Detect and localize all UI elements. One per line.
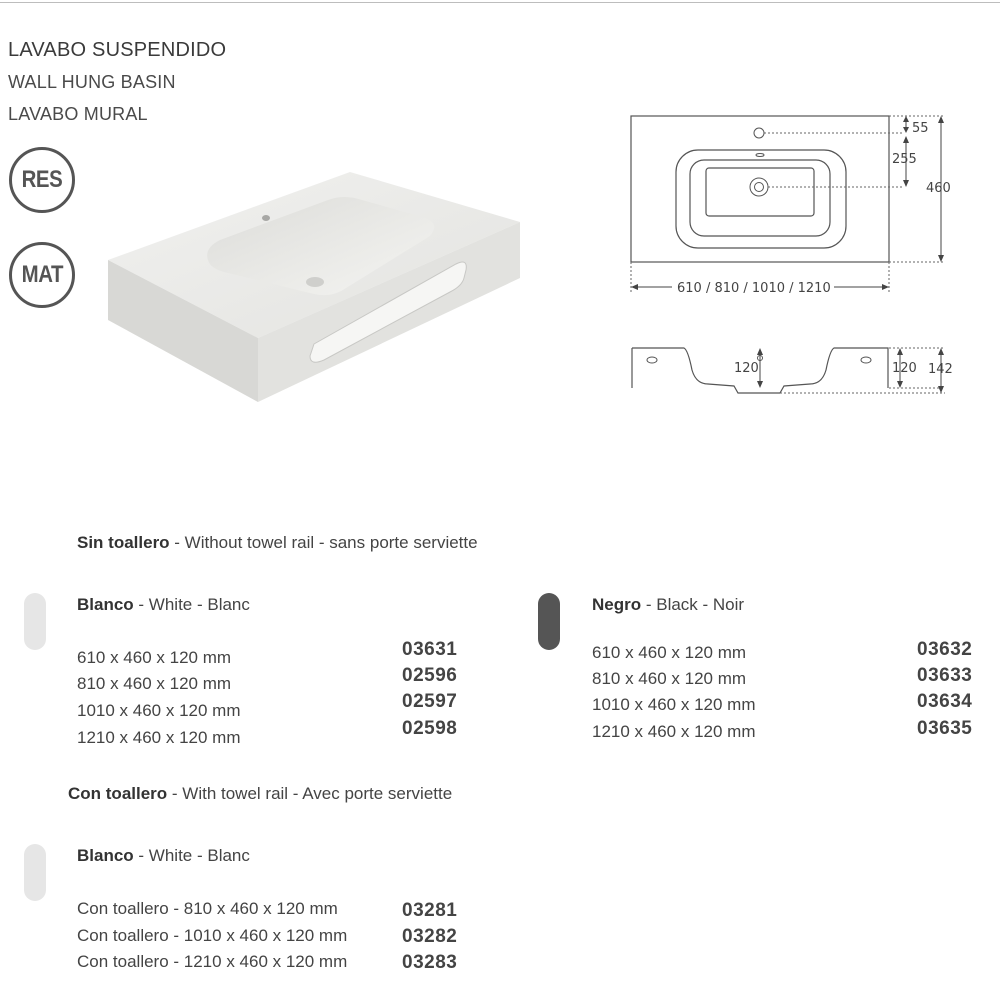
white-size-row: 810 x 460 x 120 mm [77, 674, 232, 693]
without-rail-heading-rest: - Without towel rail - sans porte serviette [169, 533, 478, 552]
dim-55: 55 [912, 121, 929, 136]
plan-bowl-inner [706, 168, 814, 216]
white-size-row: 1010 x 460 x 120 mm [77, 701, 241, 720]
top-rule [0, 2, 1000, 3]
white-product-code: 02598 [402, 718, 458, 739]
rail-product-code: 03282 [402, 926, 458, 947]
dim-460: 460 [926, 181, 951, 196]
tap-hole-plan-icon [754, 128, 764, 138]
plan-bowl-middle [690, 160, 830, 236]
title-block [8, 34, 226, 130]
white-product-code: 02597 [402, 691, 458, 712]
rail-product-code: 03283 [402, 952, 458, 973]
black-product-code: 03635 [917, 718, 973, 739]
technical-drawing [600, 100, 970, 400]
white-label [77, 595, 250, 615]
section-heading-without-rail [77, 533, 478, 553]
tap-hole-icon [262, 215, 270, 221]
white-label-rest: - White - Blanc [133, 595, 250, 614]
black-size-row: 810 x 460 x 120 mm [592, 669, 747, 688]
mat-badge [9, 242, 75, 308]
with-rail-heading-bold: Con toallero [68, 784, 168, 803]
drain-plan-outer-icon [750, 178, 768, 196]
black-label [592, 595, 744, 615]
rail-product-code: 03281 [402, 900, 458, 921]
black-label-bold: Negro [592, 595, 642, 614]
section-hole-left-icon [647, 357, 657, 363]
basin-illustration [100, 160, 520, 410]
title-french: LAVABO MURAL [8, 104, 148, 124]
white-label-bold: Blanco [77, 595, 134, 614]
black-label-rest: - Black - Noir [641, 595, 745, 614]
dim-255: 255 [892, 152, 917, 167]
black-size-row: 1210 x 460 x 120 mm [592, 722, 756, 741]
title-english: WALL HUNG BASIN [8, 72, 176, 92]
white-label-rail-bold: Blanco [77, 846, 134, 865]
white-label-rail [77, 846, 250, 866]
white-color-swatch-rail [24, 844, 46, 901]
overflow-icon [756, 154, 764, 157]
dim-side-120: 120 [892, 361, 917, 376]
black-product-code: 03634 [917, 691, 973, 712]
rail-size-row: Con toallero - 810 x 460 x 120 mm [77, 899, 338, 918]
black-size-row: 610 x 460 x 120 mm [592, 643, 747, 662]
section-heading-with-rail [68, 784, 452, 804]
white-size-row: 1210 x 460 x 120 mm [77, 728, 241, 747]
dim-widths: 610 / 810 / 1010 / 1210 [677, 281, 831, 296]
without-rail-heading-bold: Sin toallero [77, 533, 170, 552]
res-badge [9, 147, 75, 213]
white-size-row: 610 x 460 x 120 mm [77, 648, 232, 667]
white-color-swatch [24, 593, 46, 650]
rail-size-row: Con toallero - 1210 x 460 x 120 mm [77, 952, 348, 971]
drain-icon [306, 277, 324, 287]
dim-inner-120: 120 [734, 361, 759, 376]
white-product-code: 02596 [402, 665, 458, 686]
res-badge-label: RES [21, 166, 63, 193]
dim-142: 142 [928, 362, 953, 377]
mat-badge-label: MAT [21, 261, 63, 288]
black-size-row: 1010 x 460 x 120 mm [592, 695, 756, 714]
drain-plan-inner-icon [755, 183, 764, 192]
white-product-code: 03631 [402, 639, 458, 660]
black-product-code: 03633 [917, 665, 973, 686]
black-product-code: 03632 [917, 639, 973, 660]
title-spanish: LAVABO SUSPENDIDO [8, 39, 227, 61]
with-rail-heading-rest: - With towel rail - Avec porte serviette [167, 784, 453, 803]
white-label-rail-rest: - White - Blanc [133, 846, 250, 865]
section-hole-right-icon [861, 357, 871, 363]
plan-bowl-outer [676, 150, 846, 248]
black-color-swatch [538, 593, 560, 650]
rail-size-row: Con toallero - 1010 x 460 x 120 mm [77, 926, 348, 945]
